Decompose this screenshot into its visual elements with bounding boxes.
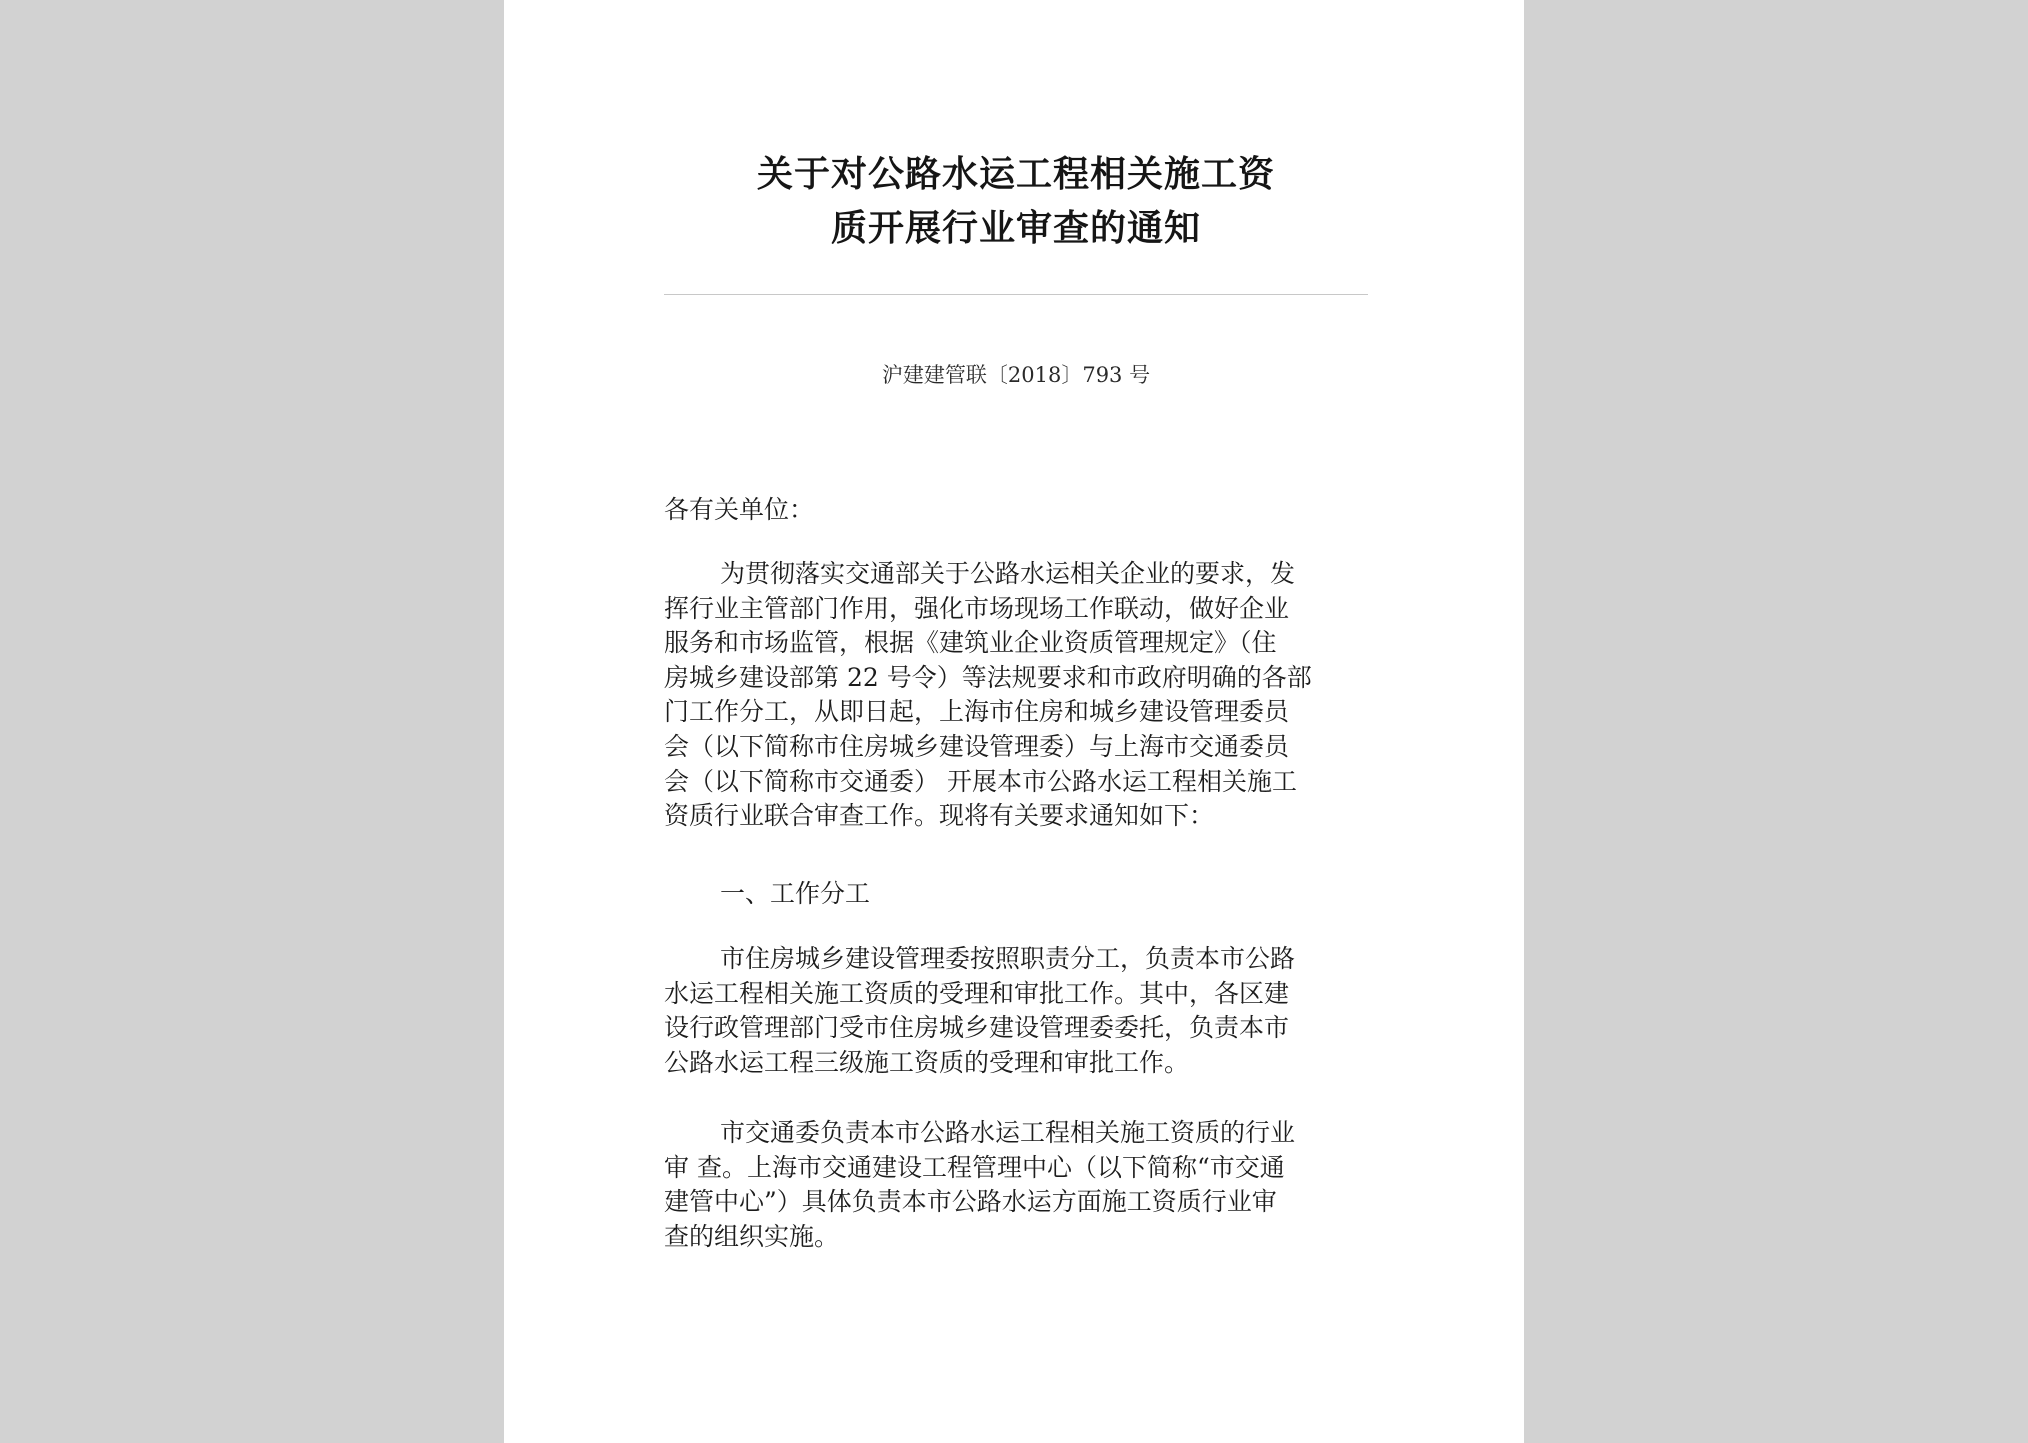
paragraph-3 (664, 1116, 1368, 1254)
paragraph-line: 挥行业主管部门作用，强化市场现场工作联动，做好企业 (664, 593, 1290, 623)
paragraph-line: 会（以下简称市交通委） 开展本市公路水运工程相关施工 (664, 766, 1297, 796)
paragraph-line: 市住房城乡建设管理委按照职责分工，负责本市公路 (720, 944, 1296, 973)
title-line-1: 关于对公路水运工程相关施工资 (756, 154, 1275, 195)
paragraph-line: 服务和市场监管，根据《建筑业企业资质管理规定》（住 (664, 628, 1277, 658)
paragraph-line: 为贯彻落实交通部关于公路水运相关企业的要求，发 (720, 559, 1296, 588)
paragraph-line: 门工作分工，从即日起，上海市住房和城乡建设管理委员 (664, 697, 1290, 727)
paragraph-line: 公路水运工程三级施工资质的受理和审批工作。 (664, 1047, 1190, 1077)
paragraph-line: 水运工程相关施工资质的受理和审批工作。其中，各区建 (664, 978, 1290, 1008)
salutation: 各有关单位： (664, 495, 815, 524)
paragraph-line: 房城乡建设部第 22 号令）等法规要求和市政府明确的各部 (664, 662, 1312, 692)
document-page (504, 0, 1524, 1443)
paragraph-line: 审 查。上海市交通建设工程管理中心（以下简称“市交通 (664, 1152, 1285, 1182)
document-title (664, 148, 1368, 256)
document-number: 沪建建管联〔2018〕793 号 (881, 363, 1151, 387)
paragraph-line: 建管中心”）具体负责本市公路水运方面施工资质行业审 (664, 1187, 1277, 1217)
paragraph-line: 市交通委负责本市公路水运工程相关施工资质的行业 (720, 1118, 1296, 1147)
paragraph-1 (664, 557, 1368, 834)
paragraph-line: 设行政管理部门受市住房城乡建设管理委委托，负责本市 (664, 1013, 1290, 1043)
paragraph-line: 会（以下简称市住房城乡建设管理委）与上海市交通委员 (664, 731, 1290, 761)
paragraph-line: 查的组织实施。 (664, 1221, 840, 1251)
title-divider (664, 294, 1368, 295)
paragraph-line: 资质行业联合审查工作。现将有关要求通知如下： (664, 801, 1215, 831)
paragraph-2 (664, 942, 1368, 1080)
title-line-2: 质开展行业审查的通知 (830, 208, 1201, 249)
section-heading-1: 一、工作分工 (720, 879, 871, 908)
